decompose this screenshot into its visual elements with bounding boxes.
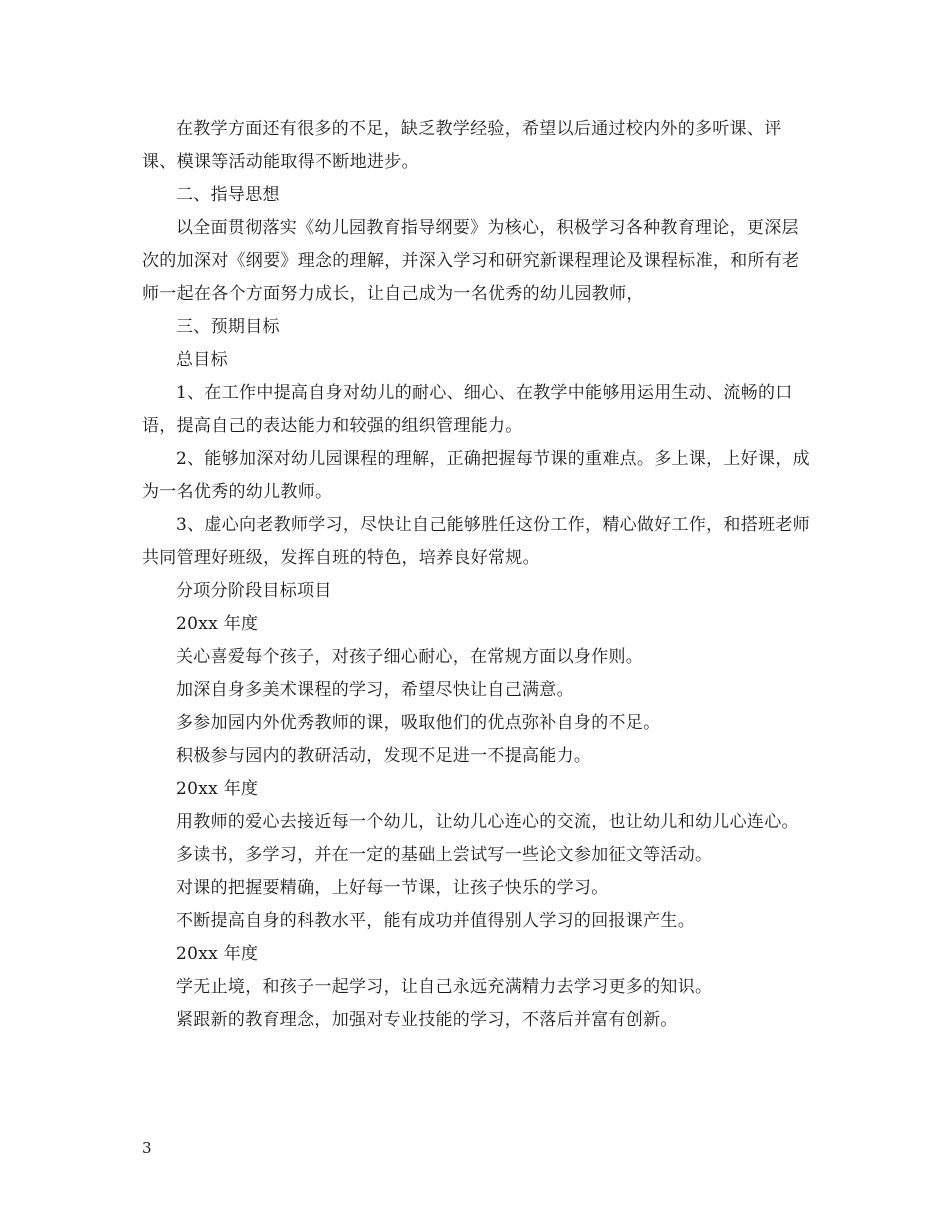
heading-year-2: 20xx 年度 <box>176 779 259 799</box>
list-item: 多参加园内外优秀教师的课，吸取他们的优点弥补自身的不足。 <box>176 713 661 733</box>
list-item: 加深自身多美术课程的学习，希望尽快让自己满意。 <box>176 680 574 700</box>
heading-stage-goals: 分项分阶段目标项目 <box>176 581 332 601</box>
list-item: 关心喜爱每个孩子，对孩子细心耐心，在常规方面以身作则。 <box>176 647 644 667</box>
list-item: 多读书，多学习，并在一定的基础上尝试写一些论文参加征文等活动。 <box>176 845 713 865</box>
list-item: 紧跟新的教育理念，加强对专业技能的学习，不落后并富有创新。 <box>176 1010 678 1030</box>
paragraph-guiding-ideology: 以全面贯彻落实《幼儿园教育指导纲要》为核心，积极学习各种教育理论，更深层次的加深对《纲要》理念的理解，并深入学习和研究新课程理论及课程标准，和所有老师一起在各个方面努力成长，让自己成为一名优秀的幼儿园教师， <box>142 218 800 304</box>
paragraph-teaching-shortcomings: 在教学方面还有很多的不足，缺乏教学经验，希望以后通过校内外的多听课、评课、模课等活动能取得不断地进步。 <box>142 119 782 172</box>
heading-overall-goals: 总目标 <box>176 350 228 370</box>
list-item: 学无止境，和孩子一起学习，让自己永远充满精力去学习更多的知识。 <box>176 977 713 997</box>
list-item: 用教师的爱心去接近每一个幼儿，让幼儿心连心的交流，也让幼儿和幼儿心连心。 <box>176 812 799 832</box>
list-item: 对课的把握要精确，上好每一节课，让孩子快乐的学习。 <box>176 878 609 898</box>
paragraph-goal-2: 2、能够加深对幼儿园课程的理解，正确把握每节课的重难点。多上课，上好课，成为一名优秀的幼儿教师。 <box>142 449 810 502</box>
heading-expected-goals: 三、预期目标 <box>176 317 280 337</box>
page-number: 3 <box>142 1139 152 1157</box>
document-body <box>142 113 812 1037</box>
heading-year-3: 20xx 年度 <box>176 944 259 964</box>
paragraph-goal-3: 3、虚心向老教师学习，尽快让自己能够胜任这份工作，精心做好工作，和搭班老师共同管理好班级，发挥自班的特色，培养良好常规。 <box>142 515 810 568</box>
list-item: 积极参与园内的教研活动，发现不足进一不提高能力。 <box>176 746 592 766</box>
heading-guiding-ideology: 二、指导思想 <box>176 185 280 205</box>
heading-year-1: 20xx 年度 <box>176 614 259 634</box>
paragraph-goal-1: 1、在工作中提高自身对幼儿的耐心、细心、在教学中能够用运用生动、流畅的口语，提高自己的表达能力和较强的组织管理能力。 <box>142 383 793 436</box>
list-item: 不断提高自身的科教水平，能有成功并值得别人学习的回报课产生。 <box>176 911 695 931</box>
